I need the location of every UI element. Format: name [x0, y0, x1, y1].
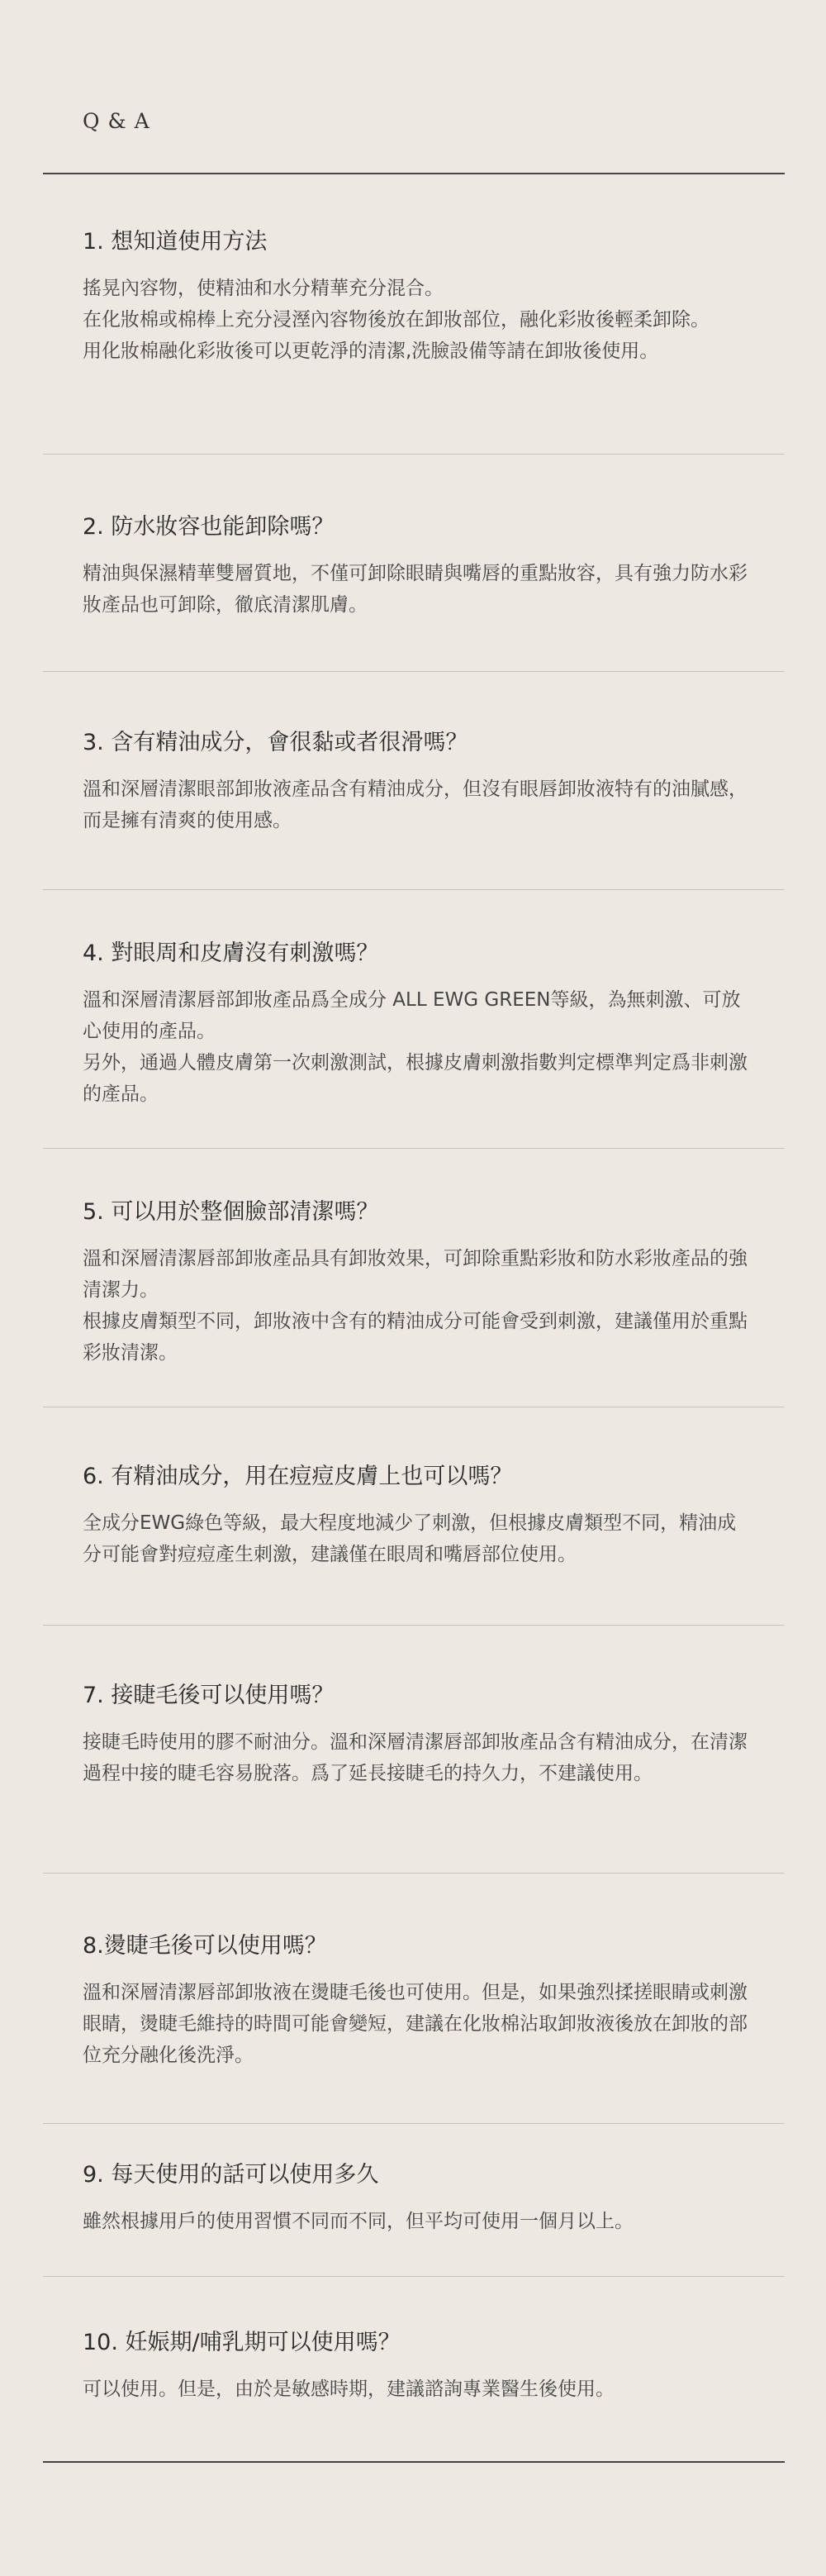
answer-10: [83, 2374, 752, 2405]
divider: [43, 2123, 785, 2124]
answer-1: [83, 273, 752, 367]
qa-item-3: [83, 728, 752, 836]
answer-7: [83, 1726, 752, 1789]
answer-2-line-1: 精油與保濕精華雙層質地，不僅可卸除眼睛與嘴唇的重點妝容，具有強力防水彩妝產品也可卸除，徹底清潔肌膚。: [83, 563, 748, 616]
question-3: 3. 含有精油成分，會很黏或者很滑嗎？: [83, 730, 468, 755]
qa-item-6: [83, 1462, 752, 1570]
bottom-divider: [43, 2461, 785, 2463]
qa-item-10: [83, 2328, 752, 2405]
qa-item-5: [83, 1198, 752, 1369]
answer-4: [83, 984, 752, 1110]
answer-2: [83, 558, 752, 621]
question-2: 2. 防水妝容也能卸除嗎？: [83, 514, 335, 540]
divider: [43, 454, 785, 455]
divider: [43, 2276, 785, 2277]
answer-1-line-2: 在化妝棉或棉棒上充分浸溼內容物後放在卸妝部位，融化彩妝後輕柔卸除。: [83, 309, 710, 331]
answer-6: [83, 1507, 752, 1570]
question-1: 1. 想知道使用方法: [83, 229, 268, 255]
answer-10-line-1: 可以使用。但是，由於是敏感時期，建議諮詢專業醫生後使用。: [83, 2378, 615, 2400]
answer-8-line-1: 溫和深層清潔唇部卸妝液在燙睫毛後也可使用。但是，如果強烈揉搓眼睛或刺激眼睛，燙睫毛維持的時間可能會變短，建議在化妝棉沾取卸妝液後放在卸妝的部位充分融化後洗淨。: [83, 1982, 748, 2066]
answer-9-line-1: 雖然根據用戶的使用習慣不同而不同，但平均可使用一個月以上。: [83, 2211, 634, 2232]
answer-4-line-2: 另外，通過人體皮膚第一次刺激測試，根據皮膚刺激指數判定標準判定爲非刺激的產品。: [83, 1052, 748, 1105]
answer-8: [83, 1977, 752, 2071]
answer-4-line-1: 溫和深層清潔唇部卸妝產品爲全成分 ALL EWG GREEN等級，為無刺激、可放心使用的產品。: [83, 989, 741, 1042]
question-9: 9. 每天使用的話可以使用多久: [83, 2162, 379, 2188]
answer-5: [83, 1243, 752, 1369]
page-title: Q & A: [83, 109, 150, 133]
question-8: 8.燙睫毛後可以使用嗎？: [83, 1933, 327, 1959]
question-6: 6. 有精油成分，用在痘痘皮膚上也可以嗎？: [83, 1464, 513, 1489]
answer-1-line-1: 搖晃內容物，使精油和水分精華充分混合。: [83, 278, 444, 299]
divider: [43, 1873, 785, 1874]
answer-6-line-1: 全成分EWG綠色等級，最大程度地減少了刺激，但根據皮膚類型不同，精油成分可能會對痘痘產生刺激，建議僅在眼周和嘴唇部位使用。: [83, 1512, 737, 1565]
answer-5-line-1: 溫和深層清潔唇部卸妝產品具有卸妝效果，可卸除重點彩妝和防水彩妝產品的強清潔力。: [83, 1248, 748, 1301]
qa-item-2: [83, 512, 752, 621]
qa-item-7: [83, 1681, 752, 1789]
answer-5-line-2: 根據皮膚類型不同，卸妝液中含有的精油成分可能會受到刺激，建議僅用於重點彩妝清潔。: [83, 1311, 748, 1364]
answer-3: [83, 774, 752, 836]
question-10: 10. 妊娠期/哺乳期可以使用嗎？: [83, 2330, 401, 2355]
answer-1-line-3: 用化妝棉融化彩妝後可以更乾淨的清潔,洗臉設備等請在卸妝後使用。: [83, 340, 659, 362]
answer-9: [83, 2206, 752, 2237]
question-7: 7. 接睫毛後可以使用嗎？: [83, 1683, 335, 1708]
top-divider: [43, 173, 785, 174]
qa-item-1: [83, 227, 752, 367]
answer-3-line-1: 溫和深層清潔眼部卸妝液產品含有精油成分，但沒有眼唇卸妝液特有的油膩感，而是擁有清爽的使用感。: [83, 779, 748, 831]
qa-item-8: [83, 1931, 752, 2071]
divider: [43, 1148, 785, 1149]
question-4: 4. 對眼周和皮膚沒有刺激嗎？: [83, 940, 379, 966]
divider: [43, 889, 785, 890]
divider: [43, 1625, 785, 1626]
qa-item-4: [83, 939, 752, 1110]
divider: [43, 671, 785, 672]
question-5: 5. 可以用於整個臉部清潔嗎？: [83, 1199, 379, 1225]
answer-7-line-1: 接睫毛時使用的膠不耐油分。溫和深層清潔唇部卸妝產品含有精油成分，在清潔過程中接的睫毛容易脫落。爲了延長接睫毛的持久力，不建議使用。: [83, 1731, 748, 1784]
qa-item-9: [83, 2160, 752, 2237]
